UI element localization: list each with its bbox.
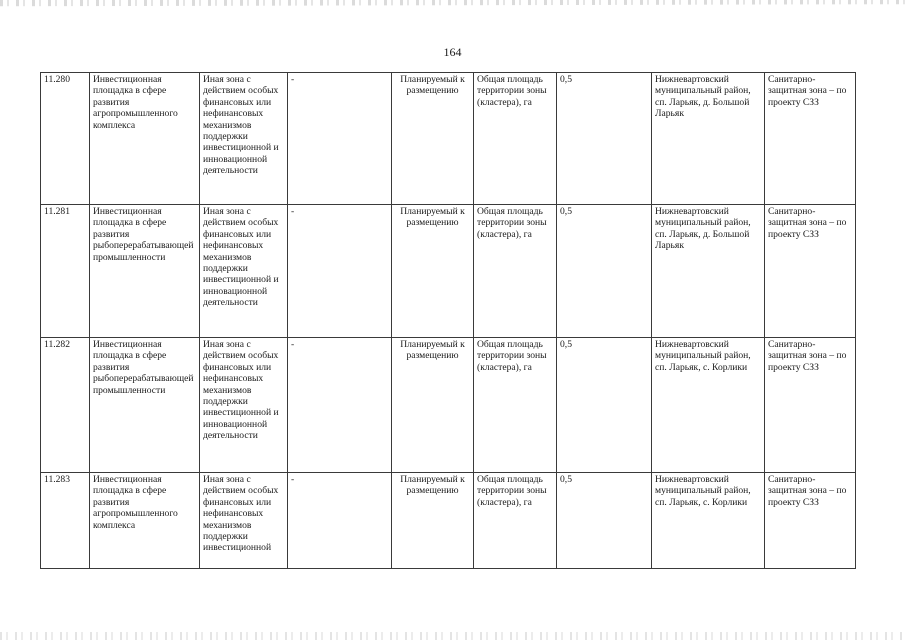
status-cell: Планируемый к размещению: [392, 205, 474, 338]
restriction-cell: Санитарно-защитная зона – по проекту СЗЗ: [765, 473, 856, 569]
status-cell: Планируемый к размещению: [392, 338, 474, 473]
value-cell: 0,5: [557, 205, 652, 338]
object-name-cell: Инвестиционная площадка в сфере развития агропромышленного комплекса: [90, 73, 200, 205]
dash-cell: -: [288, 205, 392, 338]
status-cell: Планируемый к размещению: [392, 473, 474, 569]
value-cell: 0,5: [557, 338, 652, 473]
zone-type-cell: Иная зона с действием особых финансовых или нефинансовых механизмов поддержки инвестиционной: [200, 473, 288, 569]
row-number-cell: 11.281: [41, 205, 90, 338]
location-cell: Нижневартовский муниципальный район, сп. Ларьяк, д. Большой Ларьяк: [652, 205, 765, 338]
characteristic-cell: Общая площадь территории зоны (кластера), га: [474, 73, 557, 205]
row-number-cell: 11.280: [41, 73, 90, 205]
dash-cell: -: [288, 338, 392, 473]
value-cell: 0,5: [557, 473, 652, 569]
restriction-cell: Санитарно-защитная зона – по проекту СЗЗ: [765, 338, 856, 473]
location-cell: Нижневартовский муниципальный район, сп. Ларьяк, с. Корлики: [652, 473, 765, 569]
object-name-cell: Инвестиционная площадка в сфере развития рыбоперерабатывающей промышленности: [90, 338, 200, 473]
dash-cell: -: [288, 473, 392, 569]
row-number-cell: 11.282: [41, 338, 90, 473]
location-cell: Нижневартовский муниципальный район, сп. Ларьяк, с. Корлики: [652, 338, 765, 473]
object-name-cell: Инвестиционная площадка в сфере развития агропромышленного комплекса: [90, 473, 200, 569]
row-number-cell: 11.283: [41, 473, 90, 569]
characteristic-cell: Общая площадь территории зоны (кластера), га: [474, 338, 557, 473]
table-row: [41, 473, 856, 569]
scan-artifact-bottom: [0, 632, 905, 640]
object-name-cell: Инвестиционная площадка в сфере развития рыбоперерабатывающей промышленности: [90, 205, 200, 338]
value-cell: 0,5: [557, 73, 652, 205]
table-row: [41, 205, 856, 338]
dash-cell: -: [288, 73, 392, 205]
location-cell: Нижневартовский муниципальный район, сп. Ларьяк, д. Большой Ларьяк: [652, 73, 765, 205]
zone-type-cell: Иная зона с действием особых финансовых или нефинансовых механизмов поддержки инвестиционной и инновационной деятельности: [200, 73, 288, 205]
characteristic-cell: Общая площадь территории зоны (кластера), га: [474, 205, 557, 338]
zone-type-cell: Иная зона с действием особых финансовых или нефинансовых механизмов поддержки инвестиционной и инновационной деятельности: [200, 338, 288, 473]
table-row: [41, 73, 856, 205]
page-number: 164: [443, 45, 462, 59]
characteristic-cell: Общая площадь территории зоны (кластера), га: [474, 473, 557, 569]
restriction-cell: Санитарно-защитная зона – по проекту СЗЗ: [765, 73, 856, 205]
status-cell: Планируемый к размещению: [392, 73, 474, 205]
zone-type-cell: Иная зона с действием особых финансовых или нефинансовых механизмов поддержки инвестиционной и инновационной деятельности: [200, 205, 288, 338]
scan-artifact-top: [0, 0, 905, 14]
restriction-cell: Санитарно-защитная зона – по проекту СЗЗ: [765, 205, 856, 338]
objects-table: [40, 72, 856, 569]
table-row: [41, 338, 856, 473]
